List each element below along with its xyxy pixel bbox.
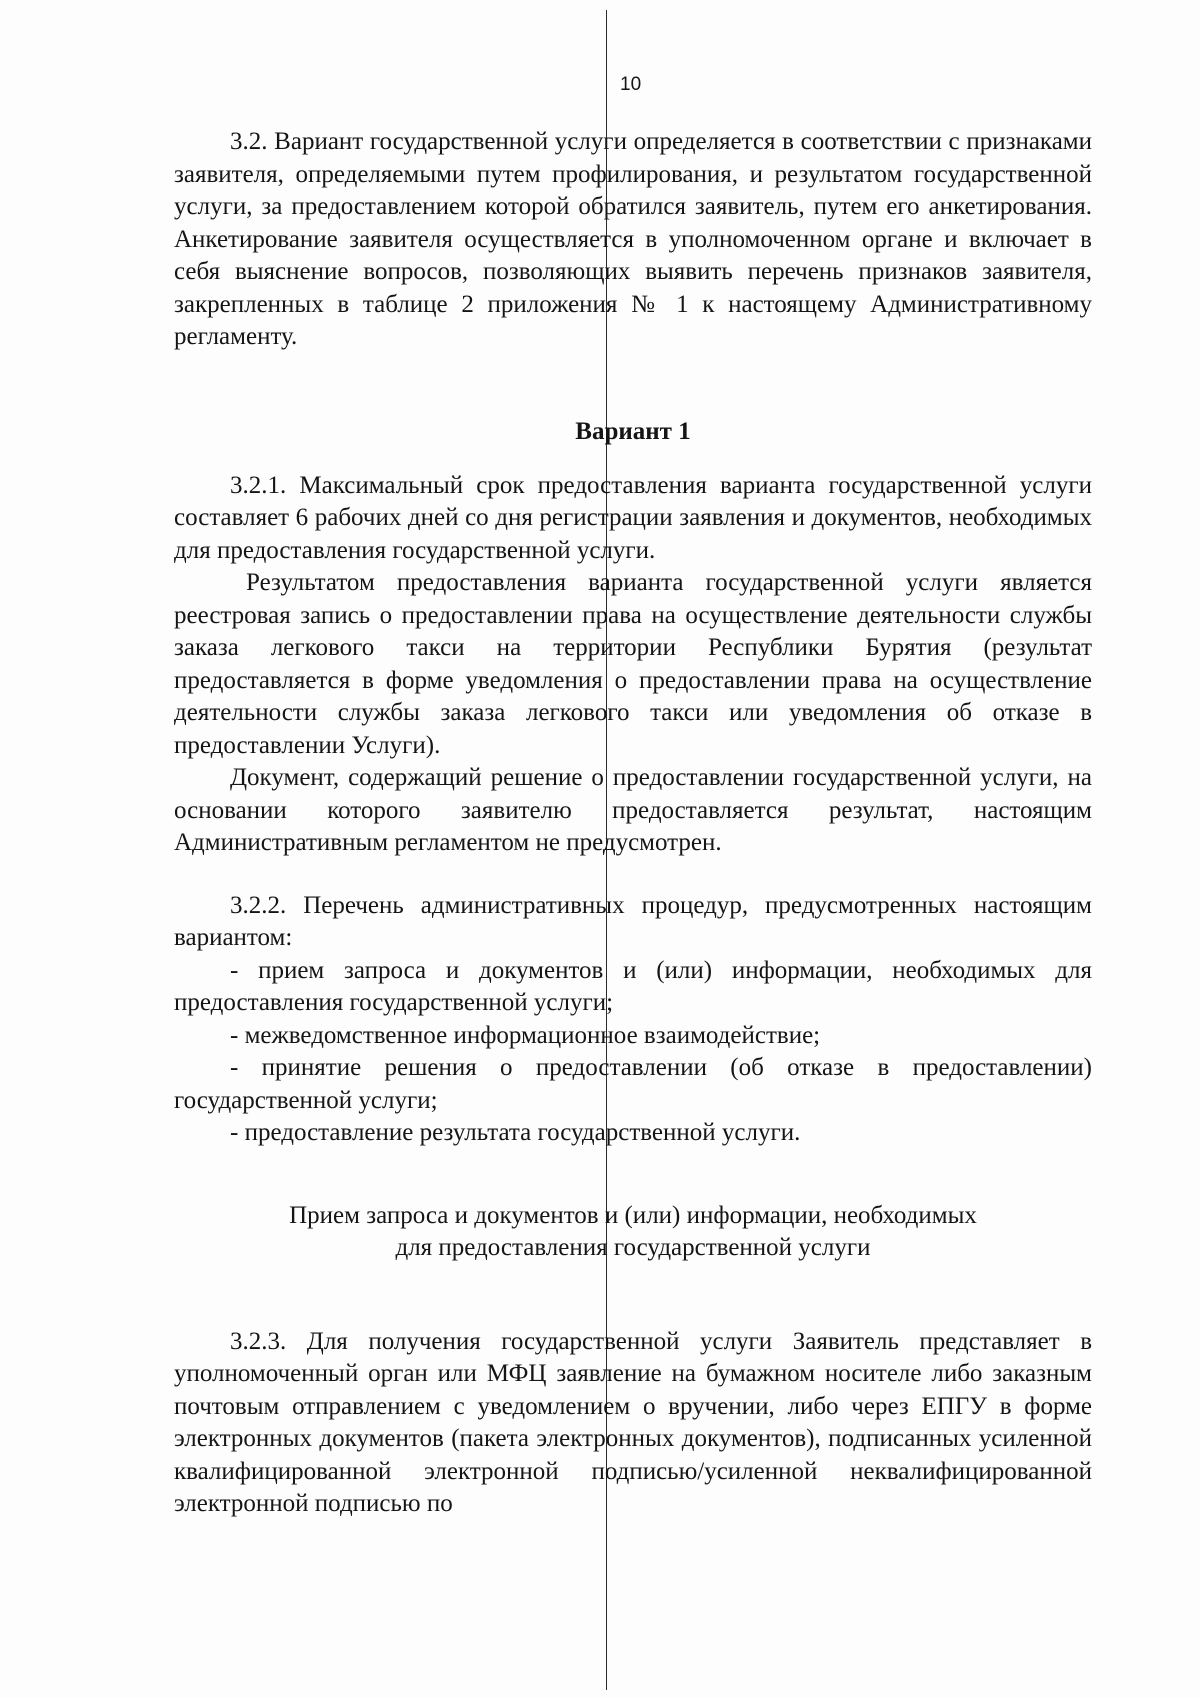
procedure-list-item: - принятие решения о предоставлении (об отказе в предоставлении) государственной услуги; bbox=[174, 1054, 1092, 1114]
subheading-line-1: Прием запроса и документов и (или) информации, необходимых bbox=[289, 1201, 977, 1229]
paragraph-document-decision: Документ, содержащий решение о предоставлении государственной услуги, на основании которого заявителю предоставляется результат, настоящим Административным регламентом не предусмотрен. bbox=[174, 764, 1092, 856]
paragraph-3-2-1: 3.2.1. Максимальный срок предоставления варианта государственной услуги составляет 6 рабочих дней со дня регистрации заявления и документов, необходимых для предоставления государственной услуги. bbox=[174, 471, 1092, 564]
procedure-list-item: - предоставление результата государственной услуги. bbox=[230, 1119, 801, 1146]
paragraph-3-2: 3.2. Вариант государственной услуги определяется в соответствии с признаками заявителя, определяемыми путем профилирования, и результатом государственной услуги, за предоставлением которой обратился заявитель, путем его анкетирования. Анкетирование заявителя осуществляется в уполномоченном органе и включает в себя выяснение вопросов, позволяющих выявить перечень признаков заявителя, закрепленных в таблице 2 приложения № 1 к настоящему Административному регламенту. bbox=[174, 128, 1092, 350]
document-body bbox=[174, 126, 1092, 1521]
paragraph-result: Результатом предоставления варианта государственной услуги является реестровая запись о предоставлении права на осуществление деятельности службы заказа легкового такси на территории Республики Бурятия (результат предоставляется в форме уведомления о предоставлении права на осуществление деятельности службы заказа легкового такси или уведомления об отказе в предоставлении Услуги). bbox=[174, 569, 1092, 759]
page-number: 10 bbox=[620, 74, 642, 95]
variant-heading: Вариант 1 bbox=[575, 417, 691, 445]
procedure-list-item: - межведомственное информационное взаимодействие; bbox=[230, 1021, 821, 1049]
paragraph-3-2-2: 3.2.2. Перечень административных процедур, предусмотренных настоящим вариантом: bbox=[174, 891, 1092, 951]
paragraph-3-2-3: 3.2.3. Для получения государственной услуги Заявитель представляет в уполномоченный орган или МФЦ заявление на бумажном носителе либо заказным почтовым отправлением с уведомлением о вручении, либо через ЕПГУ в форме электронных документов (пакета электронных документов), подписанных усиленной квалифицированной электронной подписью/усиленной неквалифицированной электронной подписью по bbox=[174, 1327, 1092, 1517]
subheading-line-2: для предоставления государственной услуги bbox=[395, 1233, 871, 1261]
section-subheading bbox=[174, 1200, 1092, 1264]
procedure-list-item: - прием запроса и документов и (или) информации, необходимых для предоставления государственной услуги; bbox=[174, 956, 1092, 1016]
